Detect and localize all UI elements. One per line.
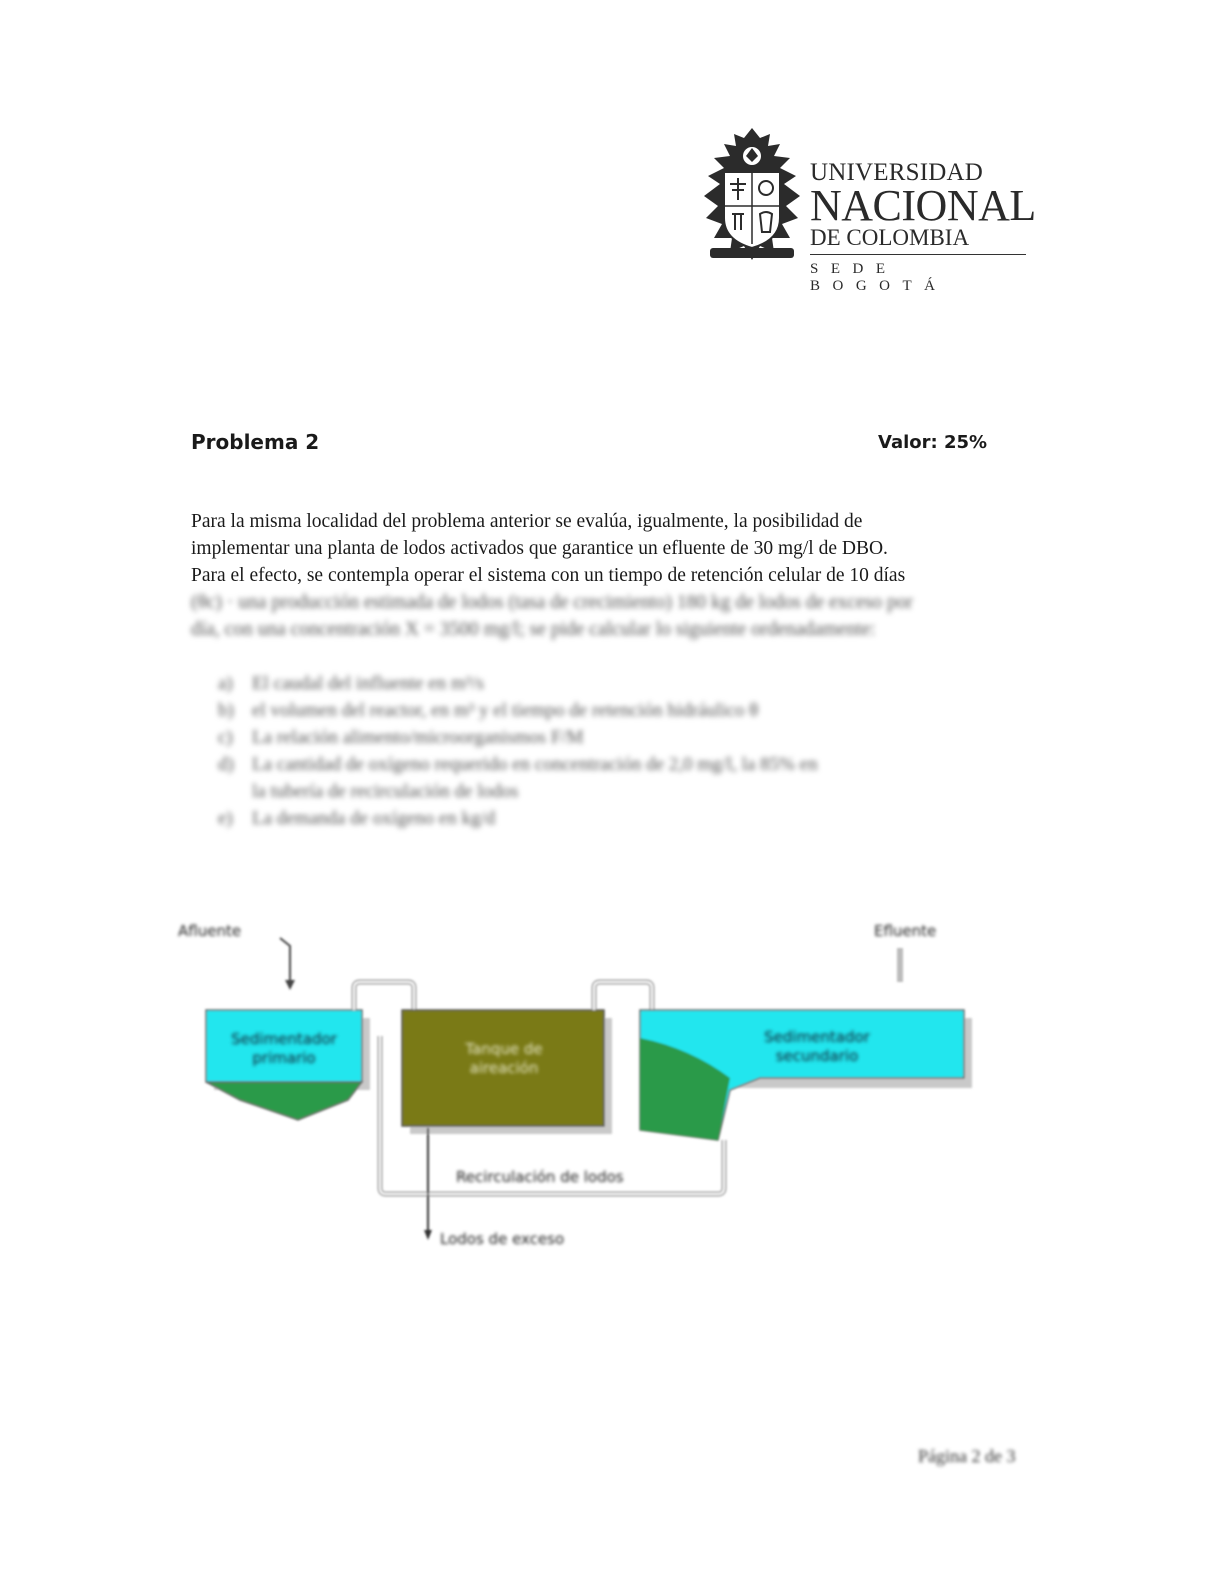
university-crest-icon [700,126,804,266]
list-text: La relación alimento/microorganismos F/M [252,727,584,748]
pipe-aeration-secondary [594,982,652,1014]
university-name [810,159,1036,295]
statement-line: Para el efecto, se contempla operar el sistema con un tiempo de retención celular de 10 días [191,565,906,586]
primary-settler-label: Sedimentador primario [231,1030,337,1067]
diagram-graphics [170,918,990,1258]
list-text: el volumen del reactor, en m³ y el tiempo de retención hidráulico θ [252,700,759,721]
waste-sludge-label: Lodos de exceso [440,1230,565,1248]
pipe-primary-aeration [354,982,414,1014]
list-marker: d) [218,754,234,775]
logo-line-sede: SEDE BOGOTÁ [810,261,948,294]
question-list [218,670,1018,832]
logo-line-nacional: NACIONAL [810,181,1036,230]
problem-title: Problema 2 [191,430,320,454]
logo-line-universidad: UNIVERSIDAD [810,159,984,186]
problem-value: Valor: 25% [878,432,988,453]
list-text: La demanda de oxígeno en kg/d [252,808,496,829]
statement-line: implementar una planta de lodos activados que garantice un efluente de 30 mg/l de DBO. [191,538,888,559]
effluent-label: Efluente [874,922,937,940]
problem-statement [191,508,1009,643]
list-item [218,751,1018,778]
university-logo [700,126,1036,294]
list-item [218,697,1018,724]
activated-sludge-diagram [170,918,990,1258]
list-marker: a) [218,673,233,694]
list-item [218,805,1018,832]
list-marker: e) [218,808,233,829]
statement-line: (θc) · una producción estimada de lodos (tasa de crecimiento) 180 kg de lodos de exceso por [191,592,913,613]
list-text: La cantidad de oxígeno requerido en concentración de 2,0 mg/l, la 85% en [252,754,818,775]
aeration-tank-label: Tanque de aireación [465,1040,543,1077]
list-item [218,670,1018,697]
list-item [218,724,1018,751]
page-number: Página 2 de 3 [918,1446,1016,1466]
list-text: la tubería de recirculación de lodos [252,781,519,802]
primary-settler-sludge [206,1082,362,1120]
recirculation-label: Recirculación de lodos [456,1168,624,1186]
list-marker [218,778,252,805]
list-text: El caudal del influente en m³/s [252,673,485,694]
statement-line: día, con una concentración X = 3500 mg/l; se pide calcular lo siguiente ordenadamente: [191,619,876,640]
list-marker: c) [218,727,233,748]
statement-line: Para la misma localidad del problema anterior se evalúa, igualmente, la posibilidad de [191,511,863,532]
influent-label: Afluente [178,922,242,940]
logo-line-de-colombia: DE COLOMBIA [810,226,1026,255]
secondary-settler-label: Sedimentador secundario [764,1028,870,1065]
list-item [218,778,1018,805]
list-marker: b) [218,700,234,721]
